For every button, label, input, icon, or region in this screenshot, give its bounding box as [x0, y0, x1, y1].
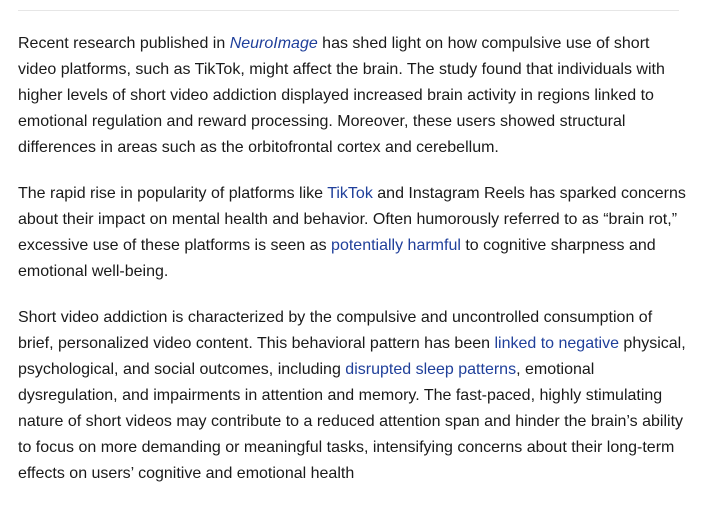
article-body	[18, 31, 688, 507]
paragraph-3-text-a: Short video addiction is characterized by the compulsive and uncontrolled consumption of brief, personalized video content. This behavioral pattern has been	[18, 309, 653, 352]
journal-link-neuroimage[interactable]	[230, 35, 318, 52]
paragraph-3	[18, 305, 688, 487]
potentially-harmful-link[interactable]: potentially harmful	[331, 237, 461, 254]
paragraph-2-text-a: The rapid rise in popularity of platforms like	[18, 185, 328, 202]
paragraph-3-text-b: physical, psychological, and social outcomes, including	[18, 335, 686, 378]
paragraph-1	[18, 31, 688, 161]
disrupted-sleep-patterns-link[interactable]: disrupted sleep patterns	[345, 361, 517, 378]
tiktok-link[interactable]: TikTok	[327, 185, 373, 202]
paragraph-3-text-c: , emotional dysregulation, and impairments in attention and memory. The fast-paced, highly stimulating nature of short videos may contribute to a reduced attention span and hinder the brain’s ability to focus on more demanding or meaningful tasks, intensifying concerns about their long-term effects on users’ cognitive and emotional health	[18, 361, 684, 482]
top-divider	[18, 10, 679, 11]
paragraph-2-text-c: to cognitive sharpness and emotional well-being.	[18, 237, 656, 280]
paragraph-1-text-a: Recent research published in	[18, 35, 230, 52]
paragraph-2	[18, 181, 688, 285]
journal-name: NeuroImage	[229, 35, 318, 52]
linked-to-negative-link[interactable]: linked to negative	[494, 335, 619, 352]
paragraph-2-text-b: and Instagram Reels has sparked concerns about their impact on mental health and behavior. Often humorously referred to as “brain rot,” excessive use of these platforms is seen as	[18, 185, 686, 254]
paragraph-1-text-b: has shed light on how compulsive use of short video platforms, such as TikTok, might affect the brain. The study found that individuals with higher levels of short video addiction displayed increased brain activity in regions linked to emotional regulation and reward processing. Moreover, these users showed structural differences in areas such as the orbitofrontal cortex and cerebellum.	[18, 35, 665, 156]
